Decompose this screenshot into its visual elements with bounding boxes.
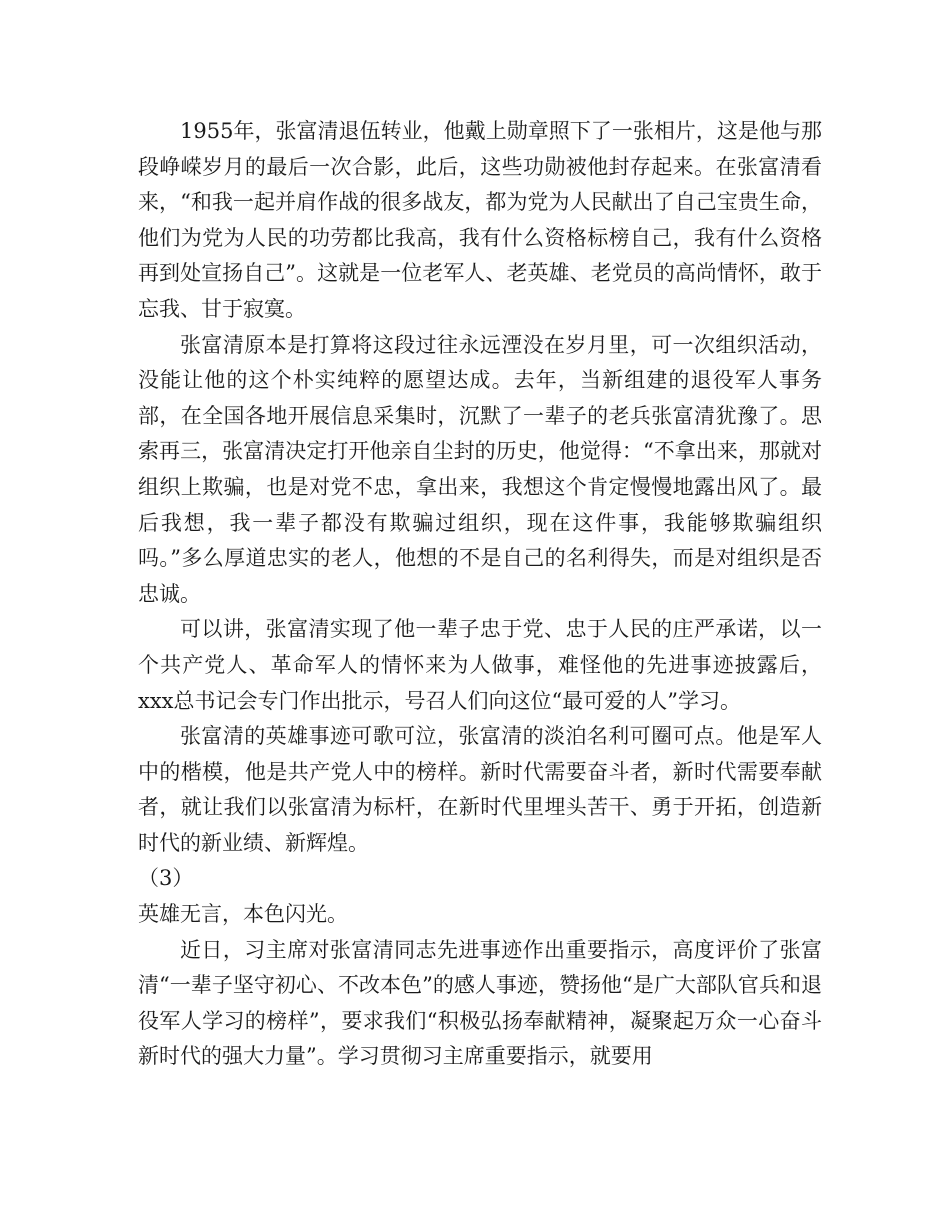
section-heading: 英雄无言，本色闪光。 <box>138 902 348 927</box>
paragraph-information-collection: 张富清原本是打算将这段过往永远湮没在岁月里，可一次组织活动，没能让他的这个朴实纯粹的愿望达成。去年，当新组建的退役军人事务部，在全国各地开展信息采集时，沉默了一辈子的老兵张富清犹豫了。思索再三，张富清决定打开他亲自尘封的历史，他觉得：“不拿出来，那就对组织上欺骗，也是对党不忠，拿出来，我想这个肯定慢慢地露出风了。最后我想，我一辈子都没有欺骗过组织，现在这件事，我能够欺骗组织吗。”多么厚道忠实的老人，他想的不是自己的名利得失，而是对组织是否忠诚。 <box>138 332 822 606</box>
paragraph-solemn-promise: 可以讲，张富清实现了他一辈子忠于党、忠于人民的庄严承诺，以一个共产党人、革命军人的情怀来为人做事，难怪他的先进事迹披露后，xxx总书记会专门作出批示，号召人们向这位“最可爱的人”学习。 <box>138 617 822 713</box>
paragraph-important-instruction: 近日，习主席对张富清同志先进事迹作出重要指示，高度评价了张富清“一辈子坚守初心、不改本色”的感人事迹，赞扬他“是广大部队官兵和退役军人学习的榜样”，要求我们“积极弘扬奉献精神，凝聚起万众一心奋斗新时代的强大力量”。学习贯彻习主席重要指示，就要用 <box>138 937 822 1069</box>
document-body <box>138 114 822 1075</box>
paragraph-role-model: 张富清的英雄事迹可歌可泣，张富清的淡泊名利可圈可点。他是军人中的楷模，他是共产党人中的榜样。新时代需要奋斗者，新时代需要奉献者，就让我们以张富清为标杆，在新时代里埋头苦干、勇于开拓，创造新时代的新业绩、新辉煌。 <box>138 724 822 855</box>
paragraph-retirement-photo: 1955年，张富清退伍转业，他戴上勋章照下了一张相片，这是他与那段峥嵘岁月的最后一次合影，此后，这些功勋被他封存起来。在张富清看来，“和我一起并肩作战的很多战友，都为党为人民献出了自己宝贵生命，他们为党为人民的功劳都比我高，我有什么资格标榜自己，我有什么资格再到处宣扬自己”。这就是一位老军人、老英雄、老党员的高尚情怀，敢于忘我、甘于寂寞。 <box>138 119 822 321</box>
section-number: （3） <box>138 866 194 891</box>
